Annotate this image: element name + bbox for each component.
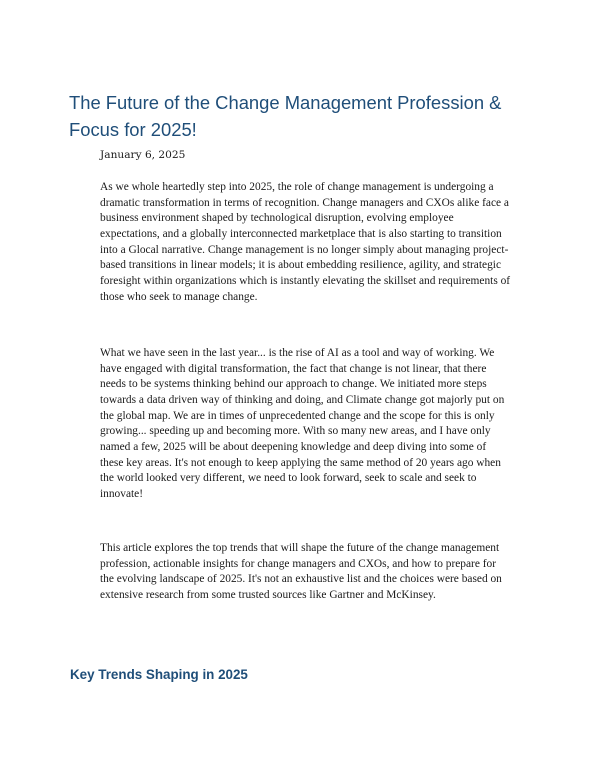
summary-paragraph: This article explores the top trends that will shape the future of the change management profession, actionable insights for change managers and CXOs, and how to prepare for the evolving landscape of 2025. It's not an exhaustive list and the choices were based on extensive research from some trusted sources like Gartner and McKinsey.	[100, 542, 502, 601]
article-date: January 6, 2025	[100, 149, 186, 161]
section-heading: Key Trends Shaping in 2025	[70, 667, 248, 682]
article-title: The Future of the Change Management Profession & Focus for 2025!	[69, 92, 502, 140]
body-paragraph: What we have seen in the last year... is the rise of AI as a tool and way of working. We have engaged with digital transformation, the fact that change is not linear, that there needs to be systems thinking behind our approach to change. We initiated more steps towards a data driven way of thinking and doing, and Climate change got majorly put on the global map. We are in times of unprecedented change and the scope for this is only growing... speeding up and becoming more. With so many new areas, and I have only named a few, 2025 will be about deepening knowledge and deep diving into some of these key areas. It's not enough to keep applying the same method of 20 years ago when the world looked very different, we need to look forward, seek to scale and seek to innovate!	[100, 347, 505, 500]
intro-paragraph: As we whole heartedly step into 2025, the role of change management is undergoing a dramatic transformation in terms of recognition. Change managers and CXOs alike face a business environment shaped by technological disruption, evolving employee expectations, and a globally interconnected marketplace that is also starting to transition into a Glocal narrative. Change management is no longer simply about managing project-based transitions in linear models; it is about embedding resilience, agility, and strategic foresight within organizations which is instantly elevating the skillset and requirements of those who seek to manage change.	[100, 181, 511, 303]
